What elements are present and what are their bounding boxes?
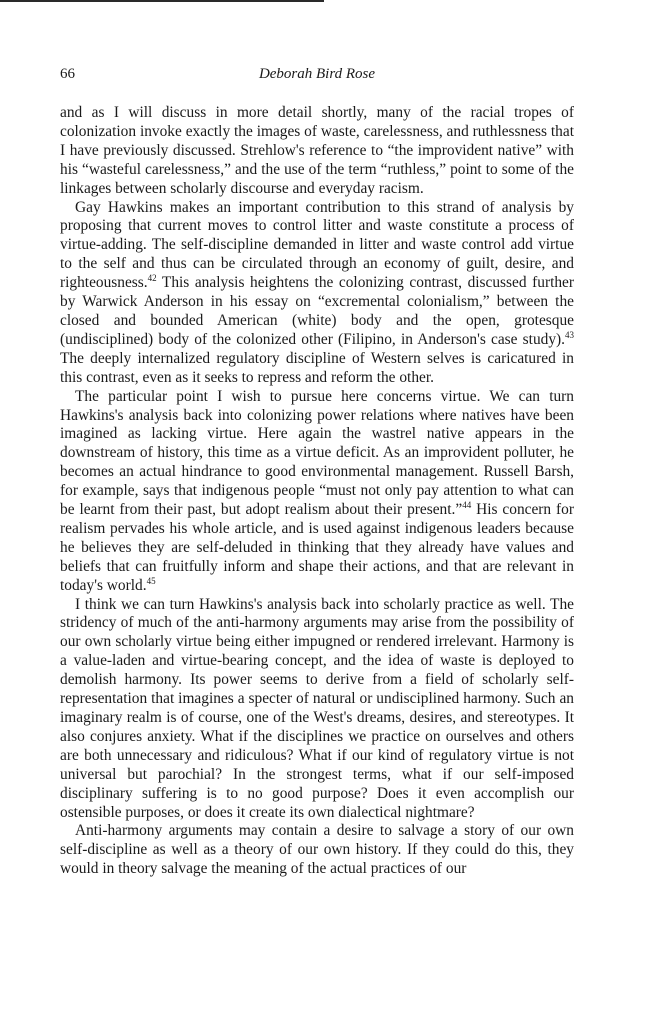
- page-header: [60, 66, 574, 86]
- footnote-marker: 43: [565, 329, 574, 340]
- paragraph-text: I think we can turn Hawkins's analysis back into scholarly practice as well. The stridency of much of the anti-harmony arguments may arise from the possibility of our own scholarly virtue being either impugned or rendered irrelevant. Harmony is a value-laden and virtue-bearing concept, and the idea of waste is deployed to demolish harmony. Its power seems to derive from a field of scholarly self-representation that imagines a specter of natural or undisciplined harmony. Such an imaginary realm is of course, one of the West's dreams, desires, and stereotypes. It also conjures anxiety. What if the disciplines we practice on ourselves and others are both unnecessary and ridiculous? What if our kind of regulatory virtue is not universal but parochial? In the strongest terms, what if our self-imposed disciplinary suffering is to no good purpose? Does it even accomplish our ostensible purposes, or does it create its own dialectical nightmare?: [60, 595, 574, 821]
- paragraph-text: His concern for realism pervades his whole article, and is used against indigenous leaders because he believes they are self-deluded in thinking that they already have values and beliefs that can fruitfully inform and shape their actions, and that are relevant in today's world.: [60, 501, 574, 594]
- top-rule: [0, 0, 324, 2]
- paragraph-text: This analysis heightens the colonizing contrast, discussed further by Warwick Anderson in his essay on “excremental colonialism,” between the closed and bounded American (white) body and the open, grotesque (undisciplined) body of the colonized other (Filipino, in Anderson's case study).: [60, 274, 574, 348]
- paragraph-text: The particular point I wish to pursue here concerns virtue. We can turn Hawkins's analysis back into colonizing power relations where natives have been imagined as lacking virtue. Here again the wastrel native appears in the downstream of history, this time as a virtue deficit. As an improvident polluter, he becomes an actual hindrance to good environmental management. Russell Barsh, for example, says that indigenous people “must not only pay attention to what can be learnt from their past, but adopt realism about their present.”: [60, 387, 574, 519]
- paragraph: [60, 822, 574, 879]
- paragraph: [60, 104, 574, 199]
- footnote-marker: 45: [146, 575, 156, 586]
- paragraph-text: Anti-harmony arguments may contain a desire to salvage a story of our own self-discipline as well as a theory of our own history. If they could do this, they would in theory salvage the meaning of the actual practices of our: [60, 822, 574, 878]
- footnote-marker: 42: [147, 273, 157, 284]
- footnote-marker: 44: [462, 499, 472, 510]
- page-number: 66: [60, 66, 75, 82]
- paragraph-text: The deeply internalized regulatory discipline of Western selves is caricatured in this contrast, even as it seeks to repress and reform the other.: [60, 349, 574, 386]
- running-head: Deborah Bird Rose: [258, 66, 376, 82]
- paragraph-text: Gay Hawkins makes an important contribution to this strand of analysis by proposing that current moves to control litter and waste constitute a process of virtue-adding. The self-discipline demanded in litter and waste control add virtue to the self and thus can be circulated through an economy of guilt, desire, and righteousness.: [60, 198, 574, 292]
- paragraph: [60, 388, 574, 596]
- paragraph-text: and as I will discuss in more detail shortly, many of the racial tropes of colonization invoke exactly the images of waste, carelessness, and ruthlessness that I have previously discussed. Strehlow's reference to “the improvident native” with his “wasteful carelessness,” and the use of the term “ruthless,” point to some of the linkages between scholarly discourse and everyday racism.: [60, 104, 574, 197]
- body-text: [60, 104, 574, 879]
- paragraph: [60, 199, 574, 388]
- paragraph: [60, 596, 574, 823]
